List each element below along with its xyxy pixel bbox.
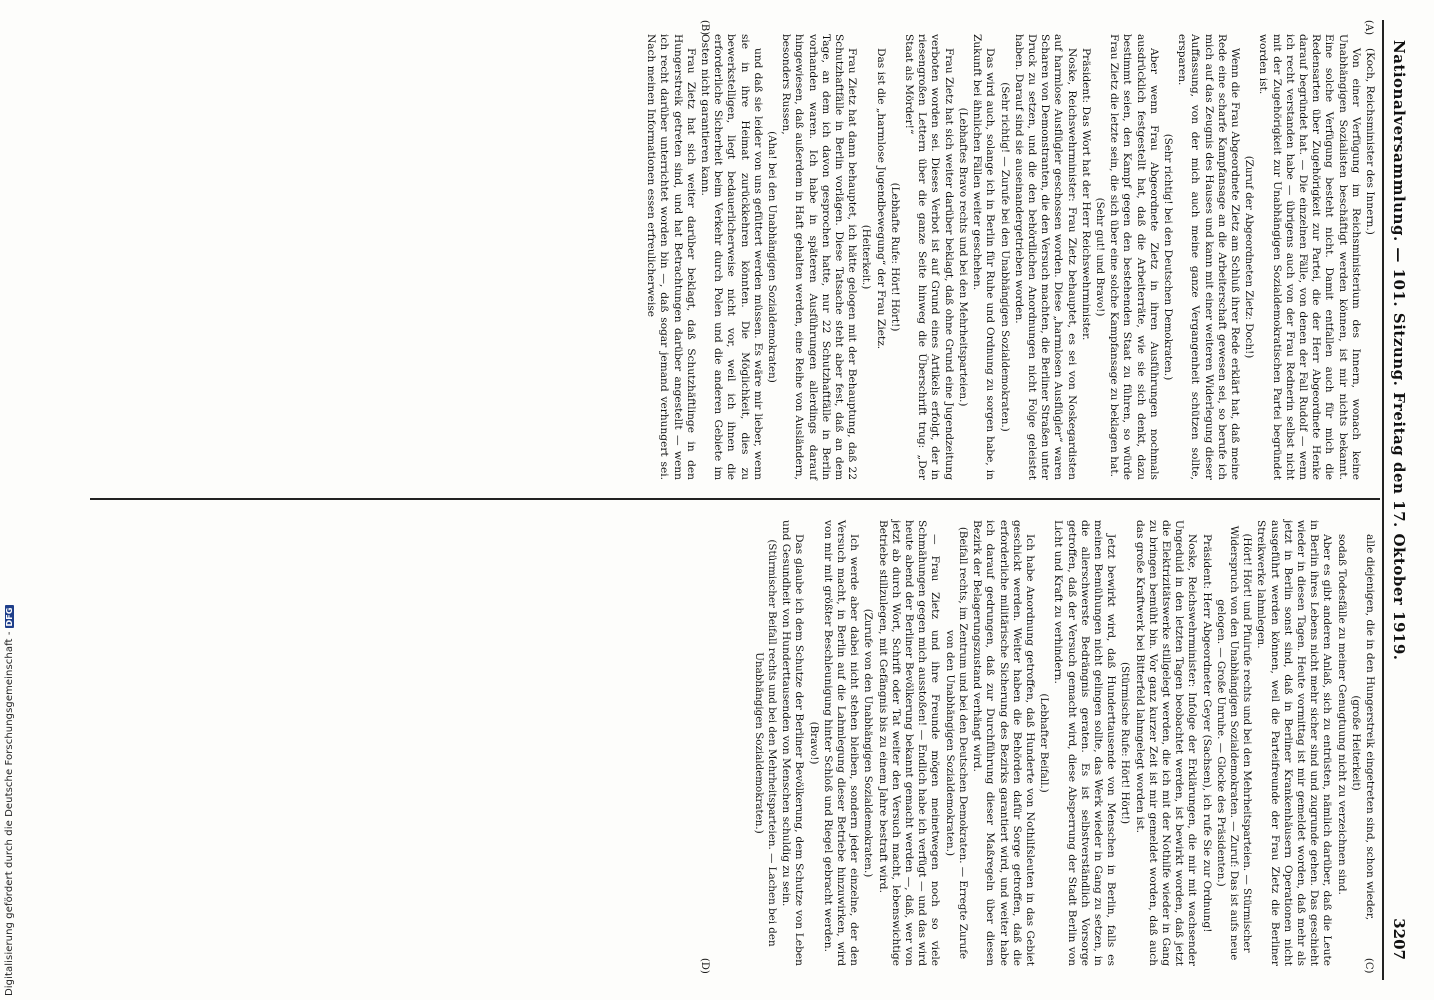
interjection: (Hört! Hört! und Pfuirufe rechts und bei den Mehrheitsparteien. — Stürmischer Widerspruch von den Unabhängigen Sozialdemokraten. — Zuruf: Das ist aufs neue gelogen. — Große Unruhe. — Glocke des Präsidenten.) — [1214, 525, 1254, 961]
paragraph: Aber es gibt anderen Anlaß, sich zu entrüsten, nämlich darüber, daß die Leute in Berlin ihres Lebens nicht mehr sicher sind und zugrunde gehen. Das geschieht wieder in diesen Tagen. Heute vormittag ist mir gemeldet worden, daß mehr als jetzt in Berlin sonst sind, daß in Berliner Krankenhäusern Operationen nicht ausgeführt werden können, weil die Parteifreunde der Frau Zietz die Berliner Streikwerke lahmlegen. — [1255, 520, 1334, 966]
interjection: (Zurufe von den Unabhängigen Sozialdemokraten.) — [862, 608, 875, 878]
rotated-document — [90, 20, 1410, 980]
paragraph: Präsident: Das Wort hat der Herr Reichswehrminister. — [1079, 48, 1092, 341]
paragraph: Aber wenn Frau Abgeordnete Zietz in ihren Ausführungen nochmals ausdrücklich festgestellt hat, daß die Arbeiterräte, wie sie sich denkt, dazu bestimmt seien, den Kampf gegen den bestehenden Staat zu führen, so würde Frau Zietz die letzte sein, die sich über eine solche Kampfansage zu beklagen hat. — [1108, 34, 1160, 480]
paragraph: Noske, Reichswehrminister: Infolge der Erklärungen, die mir mit wachsender Ungeduld in den letzten Tagen beobachtet werden, ist bewirkt worden, daß jetzt die Elektrizitätswerke stillgelegt werden, die ich mit der Nothilfe wieder in Gang zu bringen bemüht bin. Vor ganz kurzer Zeit ist mir gemeldet worden, daß auch das große Kraftwerk bei Bitterfeld lahmgelegt worden ist. — [1133, 520, 1199, 966]
paragraph: Ich werde aber dabei nicht stehen bleiben, sondern jeder einzelne, der den Versuch macht, in Berlin auf die Lahmlegung dieser Betriebe hinzuwirken, wird von mir mit größter Beschleunigung hinter Schloß und Riegel gebracht werden. — [821, 520, 861, 966]
margin-mark-c: (C) — [1363, 958, 1374, 974]
paragraph: Frau Zietz hat sich weiter darüber beklagt, daß Schutzhäftlinge in den Hungerstreik getreten sind, und hat Betrachtungen darüber angestellt — wenn ich recht darüber unterrichtet worden bin —, daß sogar jemand verhungert sei. Nach meinen Informationen essen erfreulicherweise — [645, 34, 697, 480]
paragraph: Frau Zietz hat dann behauptet, ich hätte gelogen mit der Behauptung, daß 22 Schutzhaftfälle in Berlin vorlägen. Diese Tatsache steht aber fest, daß an dem Tage, an dem ich davon gesprochen hatte, nur 22 Schutzhaftfälle in Berlin vorhanden waren. Ich habe in späteren Ausführungen allerdings darauf hingewiesen, daß außerdem in Haft gehalten werden, eine Reihe von Ausländern, besonders Russen, — [780, 34, 859, 480]
paragraph: Das glaube ich dem Schutze der Berliner Bevölkerung, dem Schutze von Leben und Gesundheit von Hunderttausenden von Menschen schuldig zu sein. — [780, 520, 806, 966]
paragraph: Das ist die „harmlose Jugendbewegung“ der Frau Zietz. — [874, 48, 887, 350]
interjection: (Sehr richtig! — Zurufe bei den Unabhängigen Sozialdemokraten.) — [998, 82, 1011, 432]
interjection: (Sehr richtig! bei den Deutschen Demokraten.) — [1161, 133, 1174, 381]
paragraph: Frau Zietz hat sich weiter darüber beklagt, daß ohne Grund eine Jugendzeitung verboten worden sei. Dieses Verbot ist auf Grund eines Artikels erfolgt, der in riesengroßen Lettern über die ganze Seite hinweg die Überschrift trug: „Der Staat als Mörder!“ — [903, 34, 955, 480]
interjection: (Zuruf der Abgeordneten Zietz: Doch!) — [1243, 155, 1256, 359]
interjection: (Lebhaftes Bravo rechts und bei den Mehrheitsparteien.) — [956, 107, 969, 407]
left-text-column — [643, 34, 1376, 480]
paragraph: Jetzt bewirkt wird, daß Hunderttausende von Menschen in Berlin, falls es meinen Bemühungen nicht gelingen sollte, das Werk wieder in Gang zu setzen, in die allerschwerste Bedrängnis geraten. Es ist selbstverständlich Vorsorge getroffen, daß der Versuch gemacht wird, diese Absperrung der Stadt Berlin von Licht und Kraft zu verhindern. — [1052, 520, 1118, 966]
paragraph: und daß sie leider von uns gefüttert werden müssen. Es wäre mir lieber, wenn sie in ihre Heimat zurückkehren könnten. Die Möglichkeit, dies zu bewerkstelligen, liegt bedauerlicherweise nicht vor, weil ich ihnen die erforderliche Sicherheit beim Verkehr durch Polen und die anderen Gebiete im Osten nicht garantieren kann. — [699, 34, 764, 480]
interjection: (Sehr gut! und Bravo!) — [1093, 197, 1106, 317]
running-title: Nationalversammlung. — 101. Sitzung. Freitag den 17. Oktober 1919. — [1390, 40, 1408, 661]
margin-mark-b: (B) — [699, 20, 710, 36]
interjection: (Stürmischer Beifall rechts und bei den Mehrheitsparteien. — Lachen bei den Unabhängigen Sozialdemokraten.) — [752, 539, 779, 947]
paragraph: Noske, Reichswehrminister: Frau Zietz behauptet, es sei von Noskegardisten auf harmlose Ausflügler geschossen worden. Diese „harmlosen Ausflügler“ waren Scharen von Demonstranten, die den Versuch machten, die Berliner Straßen unter Druck zu setzen, und die den behördlichen Anordnungen nicht Folge geleistet haben. Darauf sind sie auseinandergetrieben worden. — [1012, 34, 1078, 480]
paragraph: sodaß Todesfälle zu meiner Genugtuung nicht zu verzeichnen sind. — [1335, 534, 1348, 895]
page-number: 3207 — [1390, 918, 1408, 960]
paragraph: (Koch, Reichsminister des Innern.) — [1364, 48, 1376, 235]
paragraph: Ich habe Anordnung getroffen, daß Hunderte von Nothilfsleuten in das Gebiet geschickt werden. Weiter haben die Behörden dafür Sorge getroffen, daß die erforderliche militärische Sicherung des Bezirks garantiert wird, und weiter habe ich darauf gedrungen, daß zur Durchführung dieser Maßregeln über diesen Bezirk der Belagerungszustand verhängt wird. — [971, 520, 1036, 966]
margin-mark-d: (D) — [699, 958, 710, 974]
interjection: (Lebhafter Beifall.) — [1038, 693, 1051, 793]
page-header — [1388, 20, 1410, 980]
paragraph: Wenn die Frau Abgeordnete Zietz am Schluß ihrer Rede erklärt hat, daß meine Rede eine scharfe Kampfansage an die Arbeiterschaft gewesen sei, so berufe ich mich auf das Zeugnis des Hauses und kann mit einer weiteren Widerlegung dieser Auffassung, von der mich auch meine ganze Vergangenheit schützen sollte, ersparen. — [1176, 34, 1241, 480]
interjection: (Heiterkeit.) — [860, 224, 873, 290]
interjection: (große Heiterkeit) — [1349, 695, 1362, 791]
digitization-credit — [4, 6, 16, 996]
interjection: (Bravo!) — [807, 721, 820, 765]
interjection: (Lebhafte Rufe: Hört! Hört!) — [888, 182, 901, 332]
margin-mark-a: (A) — [1363, 20, 1374, 36]
interjection: (Aha! bei den Unabhängigen Sozialdemokraten) — [766, 131, 779, 383]
credit-text: Digitalisierung gefördert durch die Deutsche Forschungsgemeinschaft - — [4, 631, 15, 996]
paragraph: — Frau Zietz und ihre Freunde mögen meinetwegen noch so viele Schmähungen gegen mich ausstoßen! — Endlich habe ich verfügt — und das wird heute abend der Berliner Bevölkerung bekannt gemacht werden —, daß, wer von jetzt ab durch Wort, Schrift oder Tat weiter den Versuch macht, lebenswichtige Betriebe stillzulegen, mit Gefängnis bis zu einem Jahre bestraft wird. — [876, 520, 942, 966]
paragraph: Von einer Verfügung im Reichsministerium des Innern, wonach keine Unabhängigen Sozialisten beschäftigt werden können, ist mir nichts bekannt. Eine solche Verfügung besteht nicht. Damit entfallen auch für mich die Redensarten über Zugehörigkeit zur Partei, die der Herr Abgeordnete Henke darauf begründet hat. — Die einzelnen Fälle, von denen der Fall Rudolf — wenn ich recht verstanden habe — übrigens auch von der Frau Rednerin selbst nicht mit der Zugehörigkeit zur Unabhängigen Sozialdemokratischen Partei begründet worden ist. — [1257, 34, 1362, 480]
header-rule — [1382, 20, 1384, 980]
right-text-column — [751, 520, 1376, 966]
dfg-logo: DFG — [5, 607, 14, 627]
paragraph: Präsident: Herr Abgeordneter Geyer (Sachsen), ich rufe Sie zur Ordnung! — [1200, 534, 1213, 933]
paragraph: alle diejenigen, die in den Hungerstreik eingetreten sind, schon wieder, — [1364, 534, 1376, 921]
column-divider — [90, 498, 1380, 500]
paragraph: Das wird auch, solange ich in Berlin für Ruhe und Ordnung zu sorgen habe, in Zukunft bei ähnlichen Fällen weiter geschehen. — [971, 34, 997, 480]
interjection: (Stürmische Rufe: Hört! Hört!) — [1119, 662, 1132, 824]
interjection: (Beifall rechts, im Zentrum und bei den Deutschen Demokraten. — Erregte Zurufe von den Unabhängigen Sozialdemokraten.) — [943, 526, 969, 960]
